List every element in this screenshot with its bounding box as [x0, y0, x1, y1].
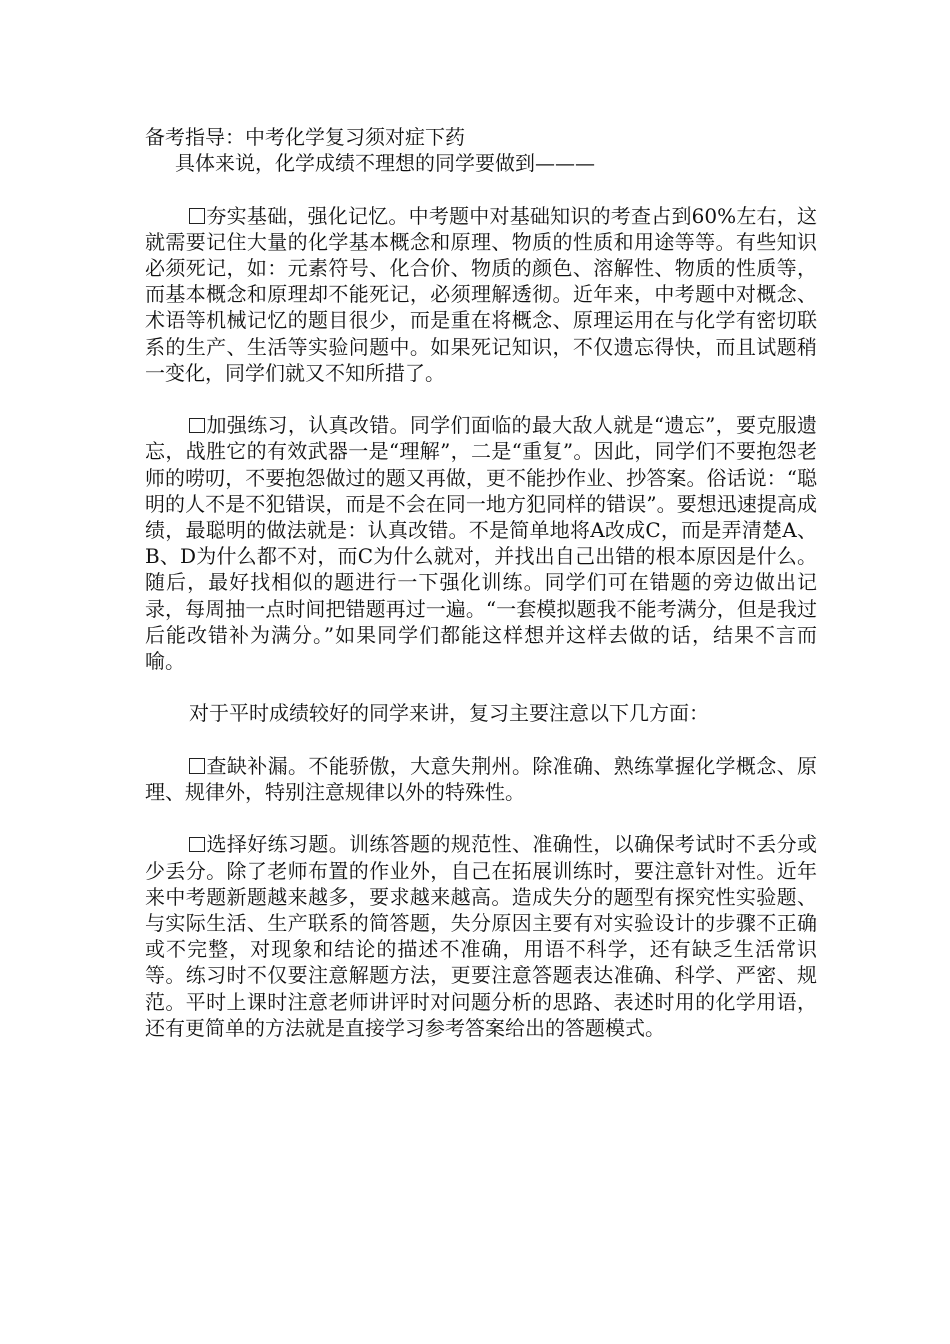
checkbox-square-icon — [189, 758, 205, 774]
document-title: 备考指导：中考化学复习须对症下药 — [145, 125, 465, 149]
spacer — [145, 805, 817, 831]
spacer — [145, 727, 817, 753]
section-practice-correct — [145, 412, 817, 674]
section-text: 加强练习，认真改错。同学们面临的最大敌人就是“遗忘”，要克服遗忘，战胜它的有效武器一是“理解”，二是“重复”。因此，同学们不要抱怨老师的唠叨，不要抱怨做过的题又再做，更不能抄作业、抄答案。俗话说：“聪明的人不是不犯错误，而是不会在同一地方犯同样的错误”。要想迅速提高成绩，最聪明的做法就是：认真改错。不是简单地将A改成C，而是弄清楚A、B、D为什么都不对，而C为什么就对，并找出自己出错的根本原因是什么。随后，最好找相似的题进行一下强化训练。同学们可在错题的旁边做出记录，每周抽一点时间把错题再过一遍。“一套模拟题我不能考满分，但是我过后能改错补为满分。”如果同学们都能这样想并这样去做的话，结果不言而喻。 — [145, 413, 817, 674]
checkbox-square-icon — [189, 418, 205, 434]
section-text: 查缺补漏。不能骄傲，大意失荆州。除准确、熟练掌握化学概念、原理、规律外，特别注意规律以外的特殊性。 — [145, 753, 817, 805]
section-text: 选择好练习题。训练答题的规范性、准确性，以确保考试时不丢分或少丢分。除了老师布置的作业外，自己在拓展训练时，要注意针对性。近年来中考题新题越来越多，要求越来越高。造成失分的题型有探究性实验题、与实际生活、生产联系的简答题，失分原因主要有对实验设计的步骤不正确或不完整，对现象和结论的描述不准确，用语不科学，还有缺乏生活常识等。练习时不仅要注意解题方法，更要注意答题表达准确、科学、严密、规范。平时上课时注意老师讲评时对问题分析的思路、表述时用的化学用语，还有更简单的方法就是直接学习参考答案给出的答题模式。 — [145, 832, 817, 1040]
spacer — [145, 386, 817, 412]
checkbox-square-icon — [189, 837, 205, 853]
document-page — [145, 124, 817, 1041]
section-fill-gaps — [145, 753, 817, 805]
section-choose-exercises — [145, 831, 817, 1041]
transition-line: 对于平时成绩较好的同学来讲，复习主要注意以下几方面： — [189, 701, 709, 726]
intro-line: 具体来说，化学成绩不理想的同学要做到——— — [175, 151, 595, 176]
section-text: 夯实基础，强化记忆。中考题中对基础知识的考查占到60%左右，这就需要记住大量的化学基本概念和原理、物质的性质和用途等等。有些知识必须死记，如：元素符号、化合价、物质的颜色、溶解性、物质的性质等，而基本概念和原理却不能死记，必须理解透彻。近年来，中考题中对概念、术语等机械记忆的题目很少，而是重在将概念、原理运用在与化学有密切联系的生产、生活等实验问题中。如果死记知识，不仅遗忘得快，而且试题稍一变化，同学们就又不知所措了。 — [145, 203, 817, 385]
section-consolidate-basics — [145, 203, 817, 386]
checkbox-square-icon — [189, 208, 205, 224]
spacer — [145, 176, 817, 202]
spacer — [145, 674, 817, 700]
